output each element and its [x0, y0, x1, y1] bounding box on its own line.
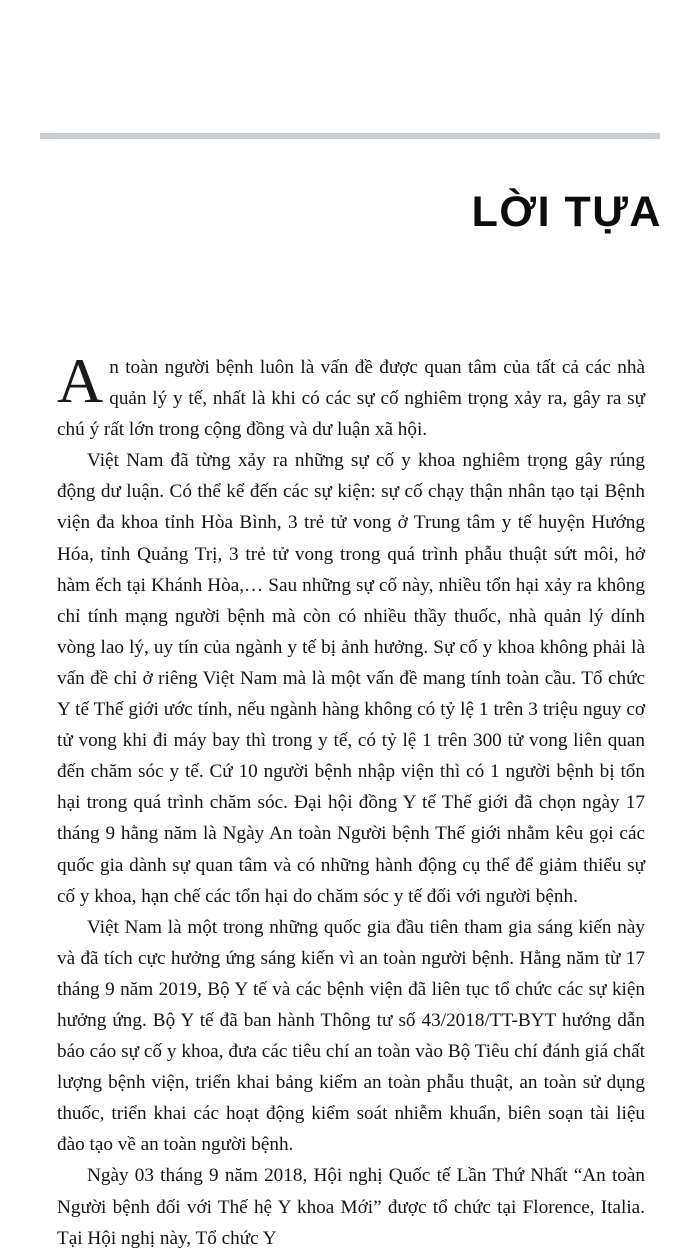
body-text-block [57, 345, 645, 1254]
title-divider-rule [40, 133, 660, 139]
paragraph-4: Ngày 03 tháng 9 năm 2018, Hội nghị Quốc tế Lần Thứ Nhất “An toàn Người bệnh đối với Thế hệ Y khoa Mới” được tổ chức tại Florence, Italia. Tại Hội nghị này, Tổ chức Y [57, 1165, 645, 1249]
page-title: LỜI TỰA [471, 187, 662, 236]
paragraph-3: Việt Nam là một trong những quốc gia đầu tiên tham gia sáng kiến này và đã tích cực hưởng ứng sáng kiến vì an toàn người bệnh. Hằng năm từ 17 tháng 9 năm 2019, Bộ Y tế và các bệnh viện đã liên tục tổ chức các sự kiện hưởng ứng. Bộ Y tế đã ban hành Thông tư số 43/2018/TT-BYT hướng dẫn báo cáo sự cố y khoa, đưa các tiêu chí an toàn vào Bộ Tiêu chí đánh giá chất lượng bệnh viện, triển khai bảng kiểm an toàn phẫu thuật, an toàn sử dụng thuốc, triển khai các hoạt động kiểm soát nhiễm khuẩn, biên soạn tài liệu đào tạo về an toàn người bệnh. [57, 916, 645, 1156]
drop-cap: A [57, 345, 104, 416]
paragraph-1 [57, 345, 645, 445]
paragraph-1-text: n toàn người bệnh luôn là vấn đề được quan tâm của tất cả các nhà quản lý y tế, nhất là khi có các sự cố nghiêm trọng xảy ra, gây ra sự chú ý rất lớn trong cộng đồng và dư luận xã hội. [57, 357, 645, 441]
paragraph-2: Việt Nam đã từng xảy ra những sự cố y khoa nghiêm trọng gây rúng động dư luận. Có thể kể đến các sự kiện: sự cố chạy thận nhân tạo tại Bệnh viện đa khoa tỉnh Hòa Bình, 3 trẻ tử vong ở Trung tâm y tế huyện Hướng Hóa, tỉnh Quảng Trị, 3 trẻ tử vong trong quá trình phẫu thuật sứt môi, hở hàm ếch tại Khánh Hòa,… Sau những sự cố này, nhiều tổn hại xảy ra không chỉ tính mạng người bệnh mà còn có nhiều thầy thuốc, nhà quản lý dính vòng lao lý, uy tín của ngành y tế bị ảnh hưởng. Sự cố y khoa không phải là vấn đề chỉ ở riêng Việt Nam mà là một vấn đề mang tính toàn cầu. Tổ chức Y tế Thế giới ước tính, nếu ngành hàng không có tỷ lệ 1 trên 3 triệu nguy cơ tử vong khi đi máy bay thì trong y tế, có tỷ lệ 1 trên 300 tử vong liên quan đến chăm sóc y tế. Cứ 10 người bệnh nhập viện thì có 1 người bệnh bị tổn hại trong quá trình chăm sóc. Đại hội đồng Y tế Thế giới đã chọn ngày 17 tháng 9 hằng năm là Ngày An toàn Người bệnh Thế giới nhằm kêu gọi các quốc gia dành sự quan tâm và có những hành động cụ thể để giảm thiểu sự cố y khoa, hạn chế các tổn hại do chăm sóc y tế đối với người bệnh. [57, 450, 645, 907]
